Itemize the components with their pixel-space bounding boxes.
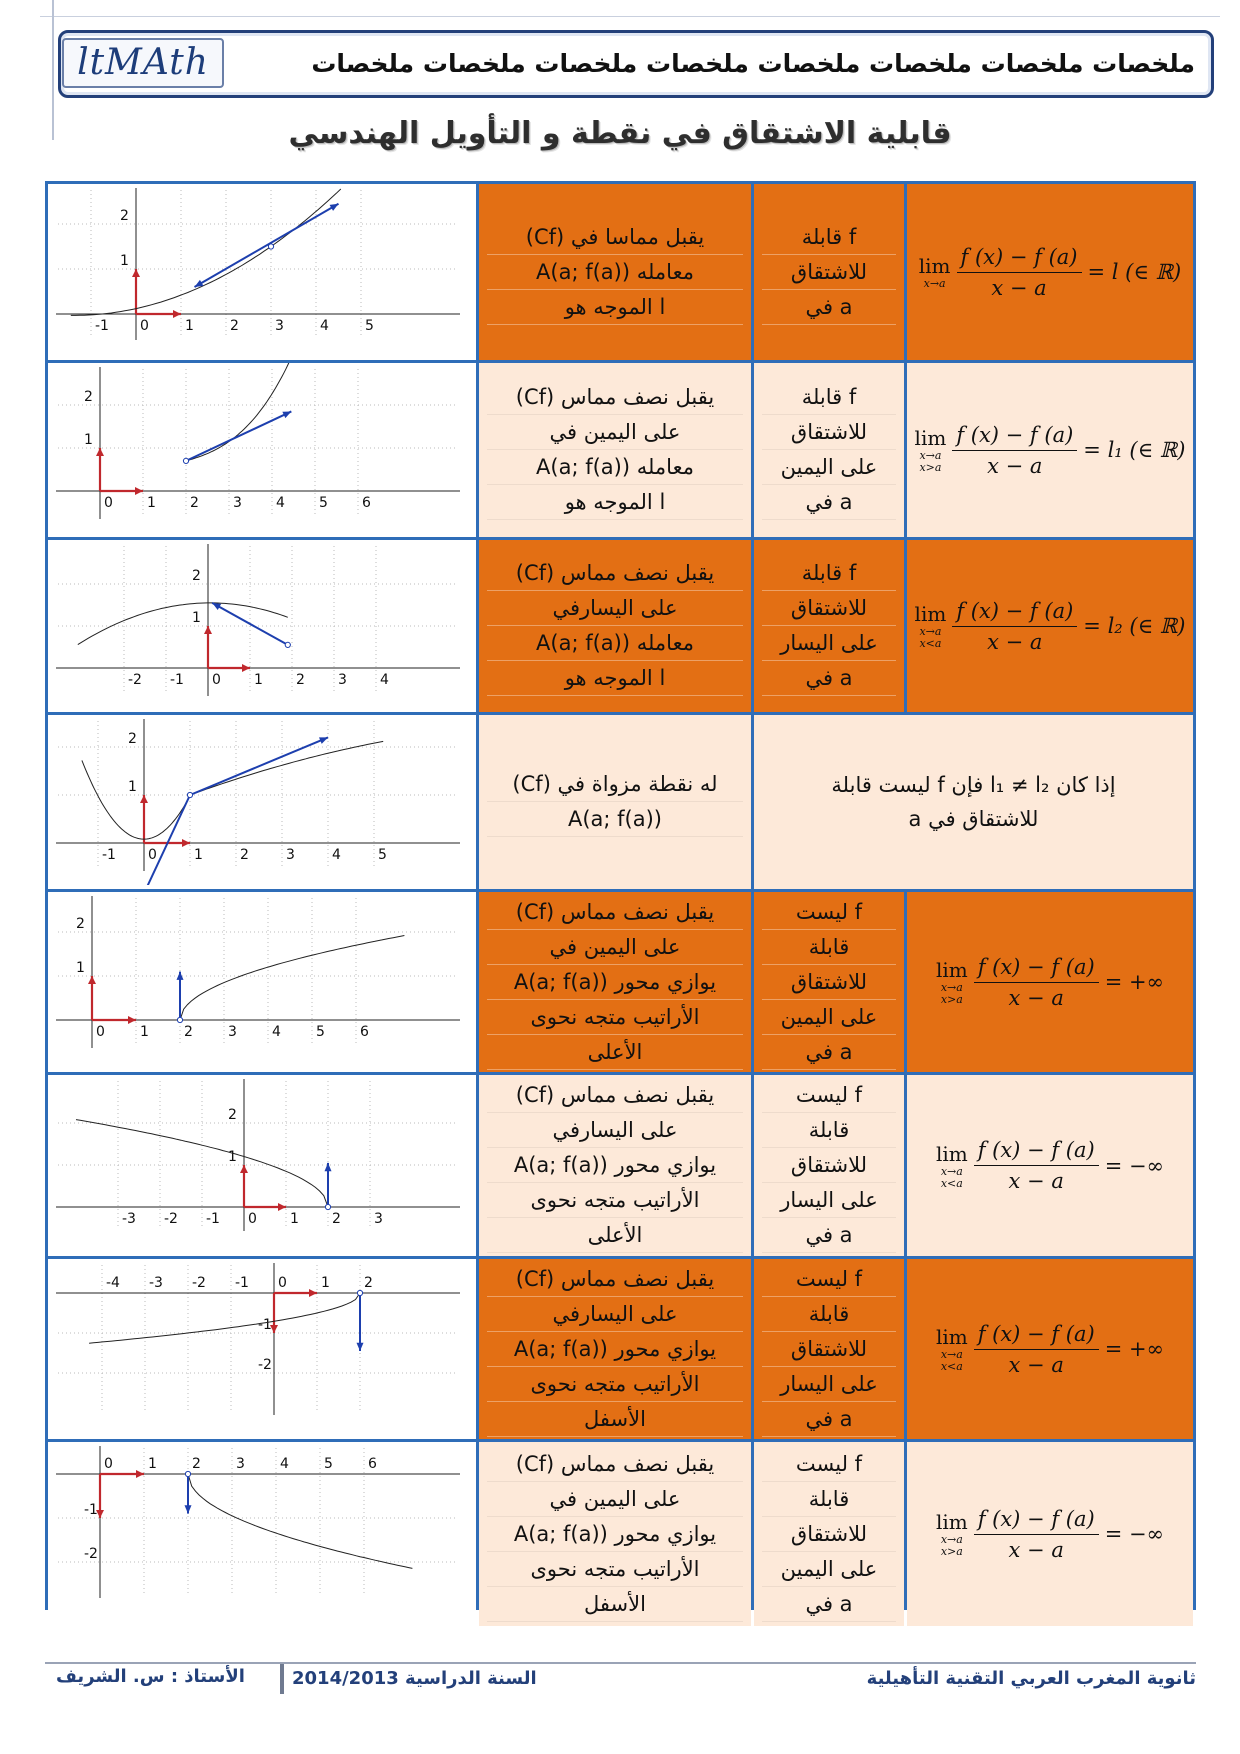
interpretation-line: الأراتيب متجه نحوى xyxy=(487,1000,743,1035)
interpretation-line: يقبل مماسا في (Cf) xyxy=(487,220,743,255)
logo: ltMAth xyxy=(62,38,224,88)
quotient-denominator: x − a xyxy=(991,275,1047,300)
x-tick-label: 3 xyxy=(228,1024,237,1040)
limit-formula-cell xyxy=(907,1259,1193,1439)
footer-divider xyxy=(45,1662,1196,1664)
difference-quotient xyxy=(974,1507,1099,1562)
function-graph xyxy=(48,1075,470,1245)
limit-operator xyxy=(936,1325,968,1373)
lim-subscript: x→a xyxy=(919,449,942,462)
x-tick-label: -3 xyxy=(122,1211,136,1227)
x-tick-label: 1 xyxy=(148,1456,157,1472)
x-tick-label: 2 xyxy=(184,1024,193,1040)
point-A xyxy=(325,1204,330,1209)
limit-formula-cell xyxy=(907,892,1193,1072)
x-tick-label: 0 xyxy=(212,672,221,688)
arrowhead-icon xyxy=(96,448,104,456)
x-tick-label: -1 xyxy=(95,318,109,334)
y-tick-label: -2 xyxy=(84,1546,98,1562)
interpretation-line: الأسفل xyxy=(487,1587,743,1622)
interpretation-line: على اليمين في xyxy=(487,930,743,965)
lim-subscript: x→a xyxy=(940,981,963,994)
difference-quotient xyxy=(974,1322,1099,1377)
arrowhead-icon xyxy=(132,269,140,277)
x-tick-label: -2 xyxy=(164,1211,178,1227)
x-tick-label: 2 xyxy=(364,1275,373,1291)
x-tick-label: 4 xyxy=(380,672,389,688)
point-A xyxy=(285,642,290,647)
x-tick-label: 2 xyxy=(332,1211,341,1227)
y-tick-label: -1 xyxy=(258,1317,272,1333)
interpretation-cell xyxy=(479,540,751,712)
status-cell xyxy=(754,1075,904,1256)
status-line: a في xyxy=(762,1218,896,1253)
tangent-vector xyxy=(190,737,328,795)
x-tick-label: 0 xyxy=(96,1024,105,1040)
x-tick-label: 5 xyxy=(378,847,387,863)
interpretation-line: الأراتيب متجه نحوى xyxy=(487,1183,743,1218)
interpretation-cell xyxy=(479,1075,751,1256)
interpretation-line: الأعلى xyxy=(487,1218,743,1253)
x-tick-label: 1 xyxy=(321,1275,330,1291)
lim-subscript: x<a xyxy=(940,1360,963,1373)
y-tick-label: 2 xyxy=(228,1107,237,1123)
status-line: قابلة xyxy=(762,1113,896,1148)
lim-subscript: x<a xyxy=(919,637,942,650)
difference-quotient xyxy=(952,599,1077,654)
summary-table xyxy=(45,181,1196,1616)
interpretation-line: A(a; f(a)) xyxy=(487,802,743,837)
limit-value: = l₁ (∈ ℝ) xyxy=(1083,438,1186,462)
limit-operator xyxy=(936,1142,968,1190)
x-tick-label: 2 xyxy=(192,1456,201,1472)
point-A xyxy=(357,1290,362,1295)
x-tick-label: 2 xyxy=(190,495,199,511)
interpretation-cell xyxy=(479,892,751,1072)
interpretation-line: يوازي محور A(a; f(a)) xyxy=(487,1517,743,1552)
lim-subscript: x→a xyxy=(923,277,946,290)
status-cell xyxy=(754,363,904,537)
interpretation-cell xyxy=(479,363,751,537)
function-curve xyxy=(180,936,404,1021)
function-curve xyxy=(186,363,311,461)
limit-operator xyxy=(936,1510,968,1558)
function-graph xyxy=(48,1442,470,1612)
y-tick-label: 2 xyxy=(84,389,93,405)
header-banner-text: ملخصات ملخصات ملخصات ملخصات ملخصات ملخصات ملخصات ملخصات xyxy=(311,49,1195,78)
y-tick-label: 2 xyxy=(128,731,137,747)
x-tick-label: 0 xyxy=(104,1456,113,1472)
function-curve xyxy=(188,1474,412,1568)
status-line: a في xyxy=(762,1587,896,1622)
arrowhead-icon xyxy=(240,1165,248,1173)
interpretation-line: يقبل نصف مماس (Cf) xyxy=(487,1262,743,1297)
x-tick-label: 4 xyxy=(280,1456,289,1472)
difference-quotient xyxy=(952,423,1077,478)
lim-subscript: x→a xyxy=(940,1348,963,1361)
lim-subscript: x→a xyxy=(940,1533,963,1546)
status-line: على اليسار xyxy=(762,1183,896,1218)
x-tick-label: 6 xyxy=(362,495,371,511)
function-curve xyxy=(71,189,341,315)
tangent-vector xyxy=(195,204,339,287)
lim-subscript: x→a xyxy=(919,625,942,638)
y-tick-label: 1 xyxy=(192,610,201,626)
arrowhead-icon xyxy=(140,795,148,803)
x-tick-label: 4 xyxy=(332,847,341,863)
difference-quotient xyxy=(974,1138,1099,1193)
status-line: f ليست xyxy=(762,1078,896,1113)
quotient-numerator: f (x) − f (a) xyxy=(974,1507,1099,1535)
interpretation-line: يوازي محور A(a; f(a)) xyxy=(487,965,743,1000)
quotient-numerator: f (x) − f (a) xyxy=(952,599,1077,627)
status-line: a في xyxy=(762,661,896,696)
non-differentiable-statement xyxy=(754,715,1193,889)
x-tick-label: 4 xyxy=(272,1024,281,1040)
function-curve xyxy=(78,603,288,645)
status-cell xyxy=(754,1442,904,1626)
x-tick-label: -2 xyxy=(128,672,142,688)
interpretation-line: يقبل نصف مماس (Cf) xyxy=(487,380,743,415)
status-line: a في xyxy=(762,290,896,325)
quotient-denominator: x − a xyxy=(1008,985,1064,1010)
graph-cell xyxy=(48,1259,476,1439)
x-tick-label: -1 xyxy=(235,1275,249,1291)
interpretation-line: على اليسارفي xyxy=(487,1113,743,1148)
x-tick-label: 0 xyxy=(248,1211,257,1227)
lim-subscript: x>a xyxy=(940,1545,963,1558)
limit-operator xyxy=(915,602,947,650)
interpretation-line: له نقطة مزواة في (Cf) xyxy=(487,767,743,802)
point-A xyxy=(187,792,192,797)
limit-value: = −∞ xyxy=(1104,1153,1165,1178)
footer-year: السنة الدراسية 2014/2013 xyxy=(292,1668,537,1689)
x-tick-label: 4 xyxy=(320,318,329,334)
interpretation-line: l الموجه هو xyxy=(487,290,743,325)
x-tick-label: -4 xyxy=(106,1275,120,1291)
function-curve xyxy=(89,1293,360,1343)
footer-school: ثانوية المغرب العربي التقنية التأهيلية xyxy=(866,1668,1196,1689)
quotient-denominator: x − a xyxy=(1008,1169,1064,1193)
function-graph xyxy=(48,363,470,533)
status-line: للاشتقاق xyxy=(762,1517,896,1552)
x-tick-label: 3 xyxy=(374,1211,383,1227)
interpretation-line: معامله A(a; f(a)) xyxy=(487,255,743,290)
graph-cell xyxy=(48,1442,476,1626)
lim-subscript: x>a xyxy=(940,993,963,1006)
interpretation-line: على اليمين في xyxy=(487,415,743,450)
x-tick-label: 0 xyxy=(148,847,157,863)
quotient-numerator: f (x) − f (a) xyxy=(957,245,1082,273)
limit-formula-cell xyxy=(907,1075,1193,1256)
status-line: قابلة xyxy=(762,930,896,965)
interpretation-line: الأراتيب متجه نحوى xyxy=(487,1552,743,1587)
arrowhead-icon xyxy=(204,626,212,634)
lim-label: lim xyxy=(935,1510,968,1534)
interpretation-line: يوازي محور A(a; f(a)) xyxy=(487,1148,743,1183)
status-cell xyxy=(754,184,904,360)
point-A xyxy=(177,1017,182,1022)
status-cell xyxy=(754,1259,904,1439)
x-tick-label: 3 xyxy=(286,847,295,863)
interpretation-cell xyxy=(479,1442,751,1626)
interpretation-cell xyxy=(479,184,751,360)
status-line: على اليسار xyxy=(762,1367,896,1402)
y-tick-label: -1 xyxy=(84,1502,98,1518)
arrowhead-icon xyxy=(173,310,181,318)
x-tick-label: 0 xyxy=(278,1275,287,1291)
y-tick-label: 1 xyxy=(228,1149,237,1165)
interpretation-cell xyxy=(479,715,751,889)
interpretation-line: يقبل نصف مماس (Cf) xyxy=(487,1078,743,1113)
status-line: a في xyxy=(762,485,896,520)
arrowhead-icon xyxy=(356,1343,363,1351)
x-tick-label: 3 xyxy=(233,495,242,511)
decor-line-left xyxy=(52,0,54,140)
arrowhead-icon xyxy=(184,1505,191,1513)
footer-separator xyxy=(280,1664,284,1694)
status-line: f قابلة xyxy=(762,556,896,591)
y-tick-label: 1 xyxy=(84,432,93,448)
limit-formula-cell xyxy=(907,1442,1193,1626)
graph-cell xyxy=(48,184,476,360)
x-tick-label: 2 xyxy=(296,672,305,688)
x-tick-label: 3 xyxy=(338,672,347,688)
quotient-numerator: f (x) − f (a) xyxy=(974,1322,1099,1350)
status-line: على اليمين xyxy=(762,450,896,485)
x-tick-label: 5 xyxy=(365,318,374,334)
point-A xyxy=(185,1471,190,1476)
lim-label: lim xyxy=(935,958,968,982)
status-line: f ليست xyxy=(762,895,896,930)
lim-subscript: x>a xyxy=(919,461,942,474)
x-tick-label: 0 xyxy=(104,495,113,511)
status-line: على اليمين xyxy=(762,1000,896,1035)
interpretation-line: يوازي محور A(a; f(a)) xyxy=(487,1332,743,1367)
arrowhead-icon xyxy=(88,976,96,984)
limit-value: = +∞ xyxy=(1104,1337,1165,1361)
graph-cell xyxy=(48,363,476,537)
x-tick-label: 3 xyxy=(275,318,284,334)
limit-value: = l (∈ ℝ) xyxy=(1087,260,1182,284)
interpretation-cell xyxy=(479,1259,751,1439)
interpretation-line: l الموجه هو xyxy=(487,485,743,520)
x-tick-label: -1 xyxy=(170,672,184,688)
interpretation-line: الأعلى xyxy=(487,1035,743,1070)
status-line: f ليست xyxy=(762,1447,896,1482)
limit-value: = l₂ (∈ ℝ) xyxy=(1083,614,1186,638)
difference-quotient xyxy=(974,955,1099,1010)
point-A xyxy=(183,458,188,463)
limit-value: = −∞ xyxy=(1104,1522,1165,1546)
interpretation-line: يقبل نصف مماس (Cf) xyxy=(487,556,743,591)
arrowhead-icon xyxy=(309,1289,317,1297)
x-tick-label: 1 xyxy=(185,318,194,334)
status-line: للاشتقاق xyxy=(762,965,896,1000)
y-tick-label: 1 xyxy=(76,960,85,976)
interpretation-line: يقبل نصف مماس (Cf) xyxy=(487,1447,743,1482)
status-line: على اليمين xyxy=(762,1552,896,1587)
statement-line: إذا كان l₁ ≠ l₂ فإن f ليست قابلة xyxy=(831,773,1116,797)
lim-subscript: x→a xyxy=(940,1164,963,1178)
limit-formula-cell xyxy=(907,363,1193,537)
statement-line: للاشتقاق في a xyxy=(908,807,1039,831)
status-line: للاشتقاق xyxy=(762,1332,896,1367)
x-tick-label: 1 xyxy=(254,672,263,688)
status-cell xyxy=(754,540,904,712)
footer-teacher: الأستاذ : س. الشريف xyxy=(56,1666,245,1687)
lim-label: lim xyxy=(935,1325,968,1349)
x-tick-label: 5 xyxy=(316,1024,325,1040)
lim-label: lim xyxy=(918,254,951,278)
x-tick-label: 5 xyxy=(324,1456,333,1472)
limit-value: = +∞ xyxy=(1104,970,1165,994)
point-A xyxy=(268,244,273,249)
x-tick-label: 4 xyxy=(276,495,285,511)
interpretation-line: معامله A(a; f(a)) xyxy=(487,626,743,661)
status-line: قابلة xyxy=(762,1297,896,1332)
x-tick-label: 6 xyxy=(360,1024,369,1040)
status-line: للاشتقاق xyxy=(762,1148,896,1183)
status-line: قابلة xyxy=(762,1482,896,1517)
quotient-denominator: x − a xyxy=(987,629,1043,654)
status-cell xyxy=(754,892,904,1072)
arrowhead-icon xyxy=(324,1163,331,1171)
x-tick-label: 5 xyxy=(319,495,328,511)
x-tick-label: 1 xyxy=(140,1024,149,1040)
x-tick-label: 6 xyxy=(368,1456,377,1472)
tangent-vector xyxy=(186,411,291,460)
status-line: f قابلة xyxy=(762,220,896,255)
function-graph xyxy=(48,1259,470,1429)
y-tick-label: 1 xyxy=(120,253,129,269)
status-line: f قابلة xyxy=(762,380,896,415)
limit-formula-cell xyxy=(907,540,1193,712)
status-line: a في xyxy=(762,1402,896,1437)
y-tick-label: 2 xyxy=(120,208,129,224)
y-tick-label: 2 xyxy=(76,916,85,932)
x-tick-label: 3 xyxy=(236,1456,245,1472)
interpretation-line: الأراتيب متجه نحوى xyxy=(487,1367,743,1402)
arrowhead-icon xyxy=(278,1203,286,1211)
status-line: a في xyxy=(762,1035,896,1070)
quotient-numerator: f (x) − f (a) xyxy=(952,423,1077,451)
interpretation-line: على اليسارفي xyxy=(487,591,743,626)
limit-operator xyxy=(915,426,947,474)
interpretation-line: الأسفل xyxy=(487,1402,743,1437)
arrowhead-icon xyxy=(135,487,143,495)
y-tick-label: 1 xyxy=(128,779,137,795)
quotient-numerator: f (x) − f (a) xyxy=(974,1138,1099,1166)
graph-cell xyxy=(48,715,476,889)
lim-label: lim xyxy=(914,426,947,450)
status-line: للاشتقاق xyxy=(762,415,896,450)
x-tick-label: 2 xyxy=(240,847,249,863)
x-tick-label: 1 xyxy=(194,847,203,863)
x-tick-label: -2 xyxy=(192,1275,206,1291)
interpretation-line: معامله A(a; f(a)) xyxy=(487,450,743,485)
y-tick-label: 2 xyxy=(192,568,201,584)
x-tick-label: -1 xyxy=(206,1211,220,1227)
graph-cell xyxy=(48,1075,476,1256)
x-tick-label: 1 xyxy=(290,1211,299,1227)
limit-operator xyxy=(919,254,951,290)
arrowhead-icon xyxy=(128,1016,136,1024)
y-tick-label: -2 xyxy=(258,1357,272,1373)
x-tick-label: 2 xyxy=(230,318,239,334)
function-graph xyxy=(48,892,470,1062)
decor-line-top xyxy=(40,16,1220,17)
lim-label: lim xyxy=(914,602,947,626)
status-line: للاشتقاق xyxy=(762,591,896,626)
interpretation-line: على اليسارفي xyxy=(487,1297,743,1332)
limit-formula-cell xyxy=(907,184,1193,360)
page-title: قابلية الاشتقاق في نقطة و التأويل الهندسي xyxy=(288,116,952,151)
function-graph xyxy=(48,715,470,885)
function-graph xyxy=(48,184,470,354)
lim-label: lim xyxy=(935,1141,968,1166)
quotient-numerator: f (x) − f (a) xyxy=(974,955,1099,983)
interpretation-line: على اليمين في xyxy=(487,1482,743,1517)
status-line: على اليسار xyxy=(762,626,896,661)
x-tick-label: 0 xyxy=(140,318,149,334)
arrowhead-icon xyxy=(136,1470,144,1478)
arrowhead-icon xyxy=(182,839,190,847)
graph-cell xyxy=(48,540,476,712)
arrowhead-icon xyxy=(242,664,250,672)
x-tick-label: 1 xyxy=(147,495,156,511)
x-tick-label: -3 xyxy=(149,1275,163,1291)
quotient-denominator: x − a xyxy=(1008,1537,1064,1562)
x-tick-label: -1 xyxy=(102,847,116,863)
graph-cell xyxy=(48,892,476,1072)
limit-operator xyxy=(936,958,968,1006)
quotient-denominator: x − a xyxy=(1008,1352,1064,1377)
interpretation-line: يقبل نصف مماس (Cf) xyxy=(487,895,743,930)
lim-subscript: x<a xyxy=(940,1176,963,1190)
quotient-denominator: x − a xyxy=(987,453,1043,478)
difference-quotient xyxy=(957,245,1082,300)
interpretation-line: l الموجه هو xyxy=(487,661,743,696)
status-line: f ليست xyxy=(762,1262,896,1297)
function-graph xyxy=(48,540,470,710)
status-line: للاشتقاق xyxy=(762,255,896,290)
